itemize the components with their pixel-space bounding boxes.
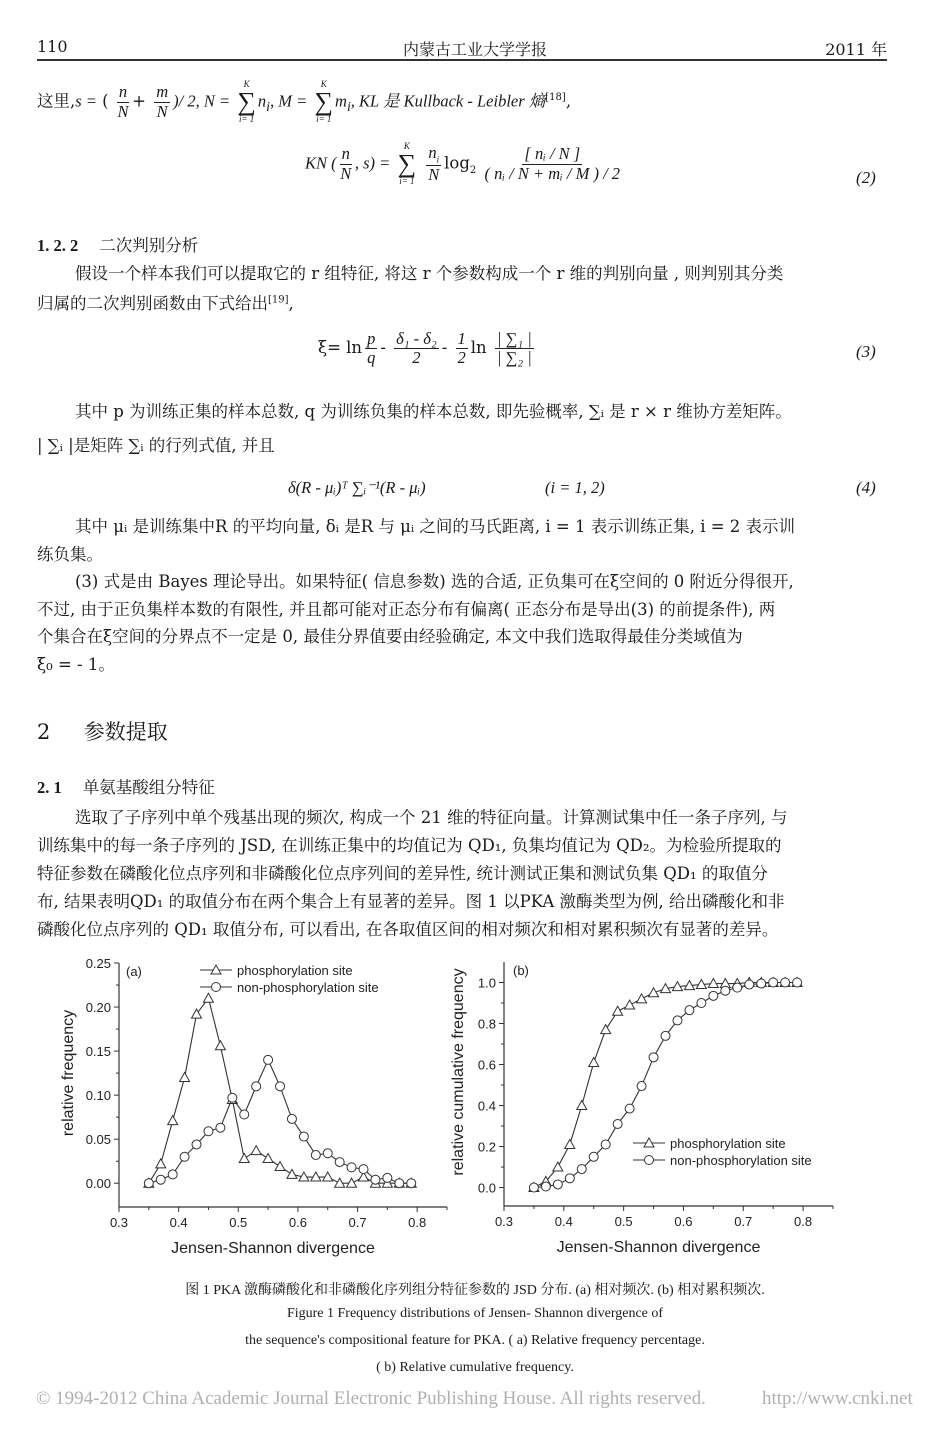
y-tick-label: 0.4 [477, 1098, 496, 1114]
data-point-circle [709, 991, 718, 1000]
x-tick-label: 0.7 [348, 1215, 367, 1230]
data-point-triangle [275, 1161, 285, 1170]
x-tick-label: 0.8 [408, 1215, 427, 1230]
x-tick-label: 0.4 [554, 1214, 573, 1229]
data-point-circle [180, 1152, 189, 1161]
year: 2011 年 [825, 40, 887, 59]
equation-2: KN ( $\frac{n}{N}$ , s) = K ∑ i= 1 $\frac{n_i}{N}$ $\log_2$ $\frac{\text{[ nᵢ / N ]}}{\text{( nᵢ / N + mᵢ / M ) / 2}}$ [305, 141, 621, 186]
data-point-circle [264, 1055, 273, 1064]
paragraph-line: 训练集中的每一条子序列的 JSD, 在训练正集中的均值记为 QD₁, 负集均值记为 QD₂。为检验所提取的 [37, 836, 782, 855]
paragraph-line: 选取了子序列中单个残基出现的频次, 构成一个 21 维的特征向量。计算测试集中任一条子序列, 与 [75, 808, 788, 827]
data-point-circle [685, 1006, 694, 1015]
y-tick-label: 0.8 [477, 1016, 496, 1032]
data-point-circle [697, 999, 706, 1008]
equation-number-2: (2) [856, 168, 876, 187]
data-point-circle [192, 1140, 201, 1149]
data-point-circle [371, 1175, 380, 1184]
data-point-triangle [649, 988, 659, 997]
y-tick-label: 0.25 [85, 956, 111, 971]
data-point-triangle [203, 993, 213, 1002]
paragraph-line: 其中 μᵢ 是训练集中R 的平均向量, δᵢ 是R 与 μᵢ 之间的马氏距离, i = 1 表示训练正集, i = 2 表示训 [75, 517, 796, 536]
data-point-circle [673, 1016, 682, 1025]
y-tick-label: 0.10 [85, 1088, 111, 1104]
data-point-triangle [156, 1159, 166, 1168]
data-point-circle [407, 1179, 416, 1188]
data-point-circle [204, 1127, 213, 1136]
paragraph-line: | ∑ᵢ |是矩阵 ∑ᵢ 的行列式值, 并且 [37, 436, 275, 455]
data-point-circle [577, 1165, 586, 1174]
data-point-circle [661, 1031, 670, 1040]
data-point-triangle [553, 1162, 563, 1171]
data-point-circle [299, 1132, 308, 1141]
caption-chinese: 图 1 PKA 激酶磷酸化和非磷酸化序列组分特征参数的 JSD 分布. (a) 相对频次. (b) 相对累积频次. [185, 1283, 765, 1298]
x-tick-label: 0.5 [229, 1215, 248, 1230]
x-tick-label: 0.6 [674, 1214, 693, 1229]
paragraph-line: (3) 式是由 Bayes 理论导出。如果特征( 信息参数) 选的合适, 正负集可在ξ空间的 0 附近分得很开, [75, 572, 794, 591]
data-point-triangle [168, 1116, 178, 1125]
legend-marker-circle [212, 983, 221, 992]
data-point-circle [335, 1158, 344, 1167]
data-point-circle [359, 1165, 368, 1174]
page-number: 110 [37, 37, 68, 56]
data-point-circle [395, 1179, 404, 1188]
x-axis-label: Jensen-Shannon divergence [171, 1240, 375, 1257]
legend-entry: non-phosphorylation site [237, 980, 379, 995]
x-tick-label: 0.5 [614, 1214, 633, 1229]
paragraph-line: 其中 p 为训练正集的样本总数, q 为训练负集的样本总数, 即先验概率, ∑ᵢ 是 r × r 维协方差矩阵。 [75, 402, 792, 421]
data-point-circle [625, 1104, 634, 1113]
data-point-circle [276, 1082, 285, 1091]
data-point-circle [613, 1119, 622, 1128]
data-point-circle [287, 1114, 296, 1123]
data-point-circle [769, 978, 778, 987]
data-point-triangle [625, 1000, 635, 1009]
y-tick-label: 0.0 [477, 1180, 496, 1196]
equation-4: δ(R - μᵢ)ᵀ ∑ᵢ⁻¹(R - μᵢ) [288, 478, 426, 497]
paragraph-line: 不过, 由于正负集样本数的有限性, 并且都可能对正态分布有偏离( 正态分布是导出(3) 的前提条件), 两 [37, 600, 776, 619]
y-tick-label: 0.05 [85, 1132, 111, 1148]
equation-4-condition: (i = 1, 2) [545, 478, 605, 497]
data-point-circle [733, 983, 742, 992]
y-tick-label: 0.00 [85, 1176, 111, 1192]
legend-entry: non-phosphorylation site [670, 1153, 812, 1168]
caption-english-3: ( b) Relative cumulative frequency. [376, 1360, 574, 1375]
copyright-notice: © 1994-2012 China Academic Journal Electronic Publishing House. All rights reserved. [36, 1388, 706, 1409]
data-point-circle [347, 1163, 356, 1172]
data-point-triangle [287, 1169, 297, 1178]
data-point-circle [240, 1110, 249, 1119]
y-tick-label: 0.2 [477, 1139, 496, 1155]
data-point-circle [637, 1082, 646, 1091]
data-point-triangle [239, 1154, 249, 1163]
x-tick-label: 0.8 [794, 1214, 813, 1229]
section-2-1-heading: 2. 1 单氨基酸组分特征 [37, 778, 215, 797]
y-tick-label: 1.0 [477, 975, 496, 991]
data-point-circle [781, 978, 790, 987]
data-point-triangle [251, 1146, 261, 1155]
paragraph-line: 磷酸化位点序列的 QD₁ 取值分布, 可以看出, 在各取值区间的相对频次和相对累积频次有显著的差异。 [37, 920, 779, 939]
data-point-circle [589, 1152, 598, 1161]
data-point-circle [216, 1123, 225, 1132]
paragraph-line: ξ₀ = - 1。 [37, 655, 115, 674]
caption-english-2: the sequence's compositional feature for PKA. ( a) Relative frequency percentage. [245, 1333, 705, 1348]
data-point-circle [757, 979, 766, 988]
data-point-triangle [601, 1025, 611, 1034]
paragraph-line: 特征参数在磷酸化位点序列和非磷酸化位点序列间的差异性, 统计测试正集和测试负集 QD₁ 的取值分 [37, 864, 768, 883]
legend-entry: phosphorylation site [670, 1136, 786, 1151]
paragraph-line: 个集合在ξ空间的分界点不一定是 0, 最佳分界值要由经验确定, 本文中我们选取得最佳分类域值为 [37, 627, 743, 646]
data-point-triangle [215, 1041, 225, 1050]
cnki-url[interactable]: http://www.cnki.net [762, 1388, 913, 1409]
data-point-circle [228, 1093, 237, 1102]
legend-marker-circle [645, 1156, 654, 1165]
y-tick-label: 0.15 [85, 1044, 111, 1060]
x-tick-label: 0.6 [288, 1215, 307, 1230]
data-point-circle [383, 1173, 392, 1182]
data-point-circle [323, 1149, 332, 1158]
x-tick-label: 0.3 [494, 1214, 514, 1229]
y-tick-label: 0.6 [477, 1057, 496, 1073]
data-point-circle [252, 1082, 261, 1091]
section-2-heading: 2 参数提取 [37, 720, 168, 744]
paragraph-line: 假设一个样本我们可以提取它的 r 组特征, 将这 r 个参数构成一个 r 维的判别向量 , 则判别其分类 [75, 264, 784, 283]
data-point-circle [745, 980, 754, 989]
legend-entry: phosphorylation site [237, 963, 353, 978]
data-point-circle [649, 1053, 658, 1062]
caption-english-1: Figure 1 Frequency distributions of Jensen- Shannon divergence of [286, 1306, 664, 1321]
data-point-triangle [589, 1057, 599, 1066]
data-point-triangle [613, 1006, 623, 1015]
data-point-circle [601, 1140, 610, 1149]
data-point-circle [311, 1151, 320, 1160]
paragraph-line: 布, 结果表明QD₁ 的取值分布在两个集合上有显著的差异。图 1 以PKA 激酶类型为例, 给出磷酸化和非 [37, 892, 785, 911]
equation-number-3: (3) [856, 342, 876, 361]
data-point-circle [144, 1179, 153, 1188]
y-tick-label: 0.20 [85, 1000, 111, 1016]
x-tick-label: 0.4 [169, 1215, 188, 1230]
paragraph-line: 归属的二次判别函数由下式给出[19], [37, 294, 294, 313]
data-point-circle [156, 1175, 165, 1184]
equation-3: ξ= ln $\frac{p}{q}$ - $\frac{\text{δ₁ - δ₂}}{2}$ - $\frac{1}{2}$ ln $\frac{\text{| ∑₁ |}}{\text{| ∑₂ |}}$ [318, 329, 532, 368]
definition-line: 这里,s = ( $\frac{n}{N}$ + $\frac{m}{N}$ )/ 2, N = K ∑ i= 1 $n_i$, M = K ∑ i= 1 $m_i$, KL 是 Kullback - Leibler 熵[18], [37, 79, 572, 124]
paragraph-line: 练负集。 [37, 545, 103, 564]
data-point-triangle [637, 994, 647, 1003]
data-point-triangle [577, 1101, 587, 1110]
data-point-circle [168, 1170, 177, 1179]
data-point-circle [793, 978, 802, 987]
data-point-circle [553, 1180, 562, 1189]
data-point-triangle [565, 1139, 575, 1148]
panel-label: (a) [126, 964, 142, 979]
y-axis-label: relative frequency [60, 1009, 77, 1137]
data-point-triangle [180, 1073, 190, 1082]
data-point-circle [565, 1174, 574, 1183]
y-axis-label: relative cumulative frequency [450, 968, 467, 1176]
x-tick-label: 0.3 [109, 1215, 129, 1230]
data-point-circle [529, 1183, 538, 1192]
x-axis-label: Jensen-Shannon divergence [556, 1239, 761, 1256]
x-tick-label: 0.7 [734, 1214, 753, 1229]
equation-number-4: (4) [856, 478, 876, 497]
data-point-circle [541, 1182, 550, 1191]
panel-label: (b) [513, 963, 529, 978]
data-point-triangle [192, 1009, 202, 1018]
section-1-2-2-heading: 1. 2. 2 二次判别分析 [37, 236, 199, 255]
data-point-triangle [263, 1154, 273, 1163]
data-point-circle [721, 986, 730, 995]
journal-title: 内蒙古工业大学学报 [402, 40, 547, 59]
